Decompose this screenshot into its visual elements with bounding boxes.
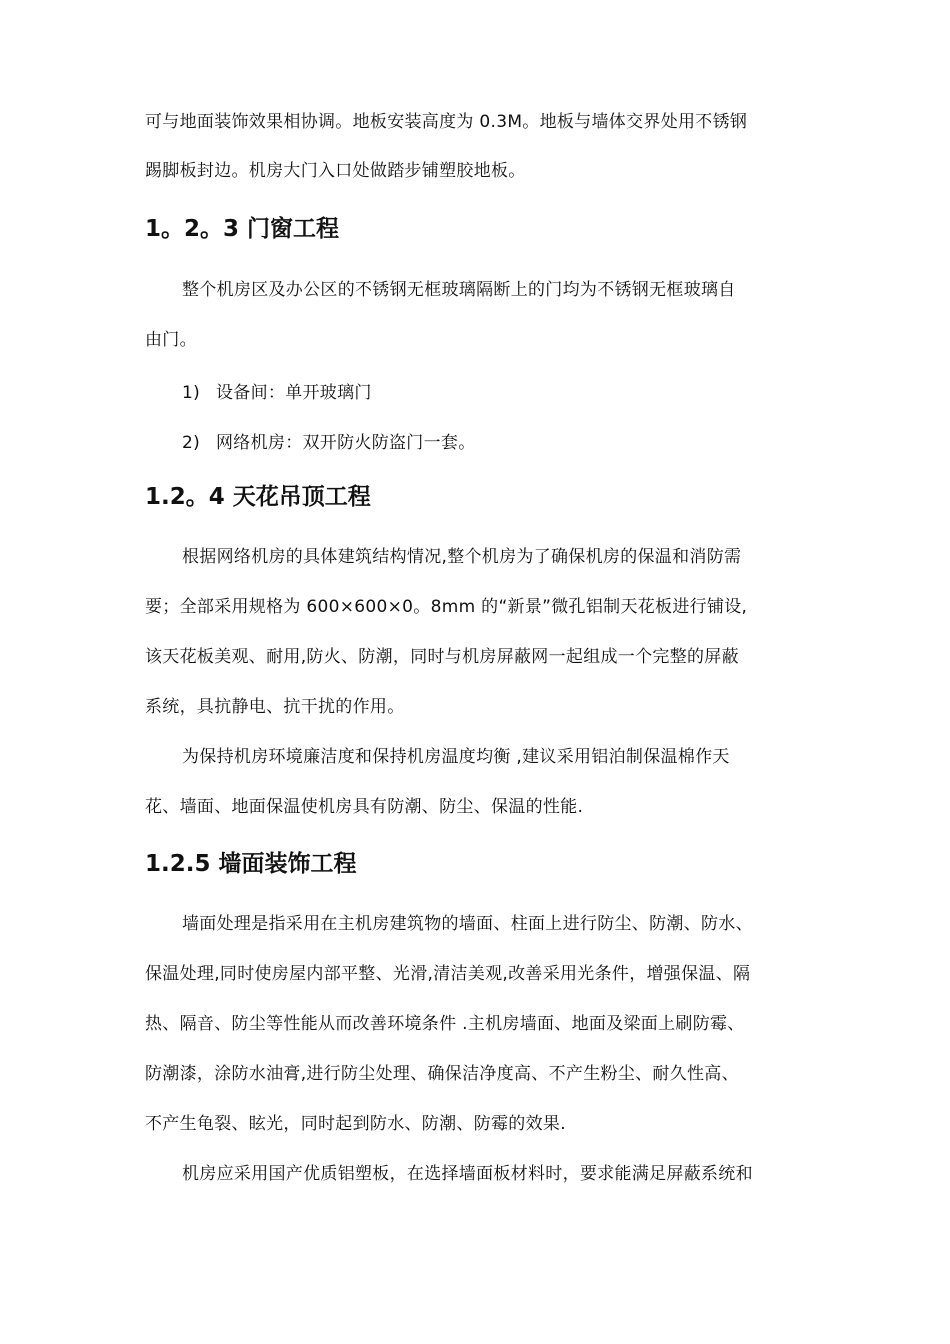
list-item: [182, 431, 476, 455]
paragraph-line: 花、墙面、地面保温使机房具有防潮、防尘、保温的性能.: [145, 797, 584, 817]
paragraph-line: 为保持机房环境廉洁度和保持机房温度均衡 ,建议采用铝泊制保温棉作天: [182, 747, 730, 767]
paragraph-line: 系统，具抗静电、抗干扰的作用。: [145, 697, 405, 717]
list-item: [182, 381, 372, 405]
list-item-text: 设备间：单开玻璃门: [216, 383, 372, 403]
section-heading-1-2-5: 1.2.5 墙面装饰工程: [145, 851, 357, 877]
paragraph-line: 热、隔音、防尘等性能从而改善环境条件 .主机房墙面、地面及梁面上刷防霉、: [145, 1014, 745, 1034]
section-heading-1-2-3: 1。2。3 门窗工程: [145, 216, 340, 242]
paragraph-line: 可与地面装饰效果相协调。地板安装高度为 0.3M。地板与墙体交界处用不锈钢: [145, 112, 748, 132]
list-item-number: 2): [182, 433, 201, 453]
paragraph-line: 整个机房区及办公区的不锈钢无框玻璃隔断上的门均为不锈钢无框玻璃自: [182, 280, 736, 300]
paragraph-line: 防潮漆，涂防水油膏,进行防尘处理、确保洁净度高、不产生粉尘、耐久性高、: [145, 1064, 739, 1084]
paragraph-line: 踢脚板封边。机房大门入口处做踏步铺塑胶地板。: [145, 161, 526, 181]
section-heading-1-2-4: 1.2。4 天花吊顶工程: [145, 484, 371, 510]
paragraph-line: 墙面处理是指采用在主机房建筑物的墙面、柱面上进行防尘、防潮、防水、: [182, 914, 753, 934]
paragraph-line: 保温处理,同时使房屋内部平整、光滑,清洁美观,改善采用光条件，增强保温、隔: [145, 964, 751, 984]
list-item-number: 1): [182, 383, 201, 403]
paragraph-line: 该天花板美观、耐用,防火、防潮，同时与机房屏蔽网一起组成一个完整的屏蔽: [145, 647, 739, 667]
paragraph-line: 机房应采用国产优质铝塑板，在选择墙面板材料时，要求能满足屏蔽系统和: [182, 1164, 753, 1184]
paragraph-line: 由门。: [145, 330, 197, 350]
list-item-text: 网络机房：双开防火防盗门一套。: [216, 433, 476, 453]
paragraph-line: 根据网络机房的具体建筑结构情况,整个机房为了确保机房的保温和消防需: [182, 547, 742, 567]
paragraph-line: 不产生龟裂、眩光，同时起到防水、防潮、防霉的效果.: [145, 1114, 566, 1134]
paragraph-line: 要；全部采用规格为 600×600×0。8mm 的“新景”微孔铝制天花板进行铺设,: [145, 597, 748, 617]
